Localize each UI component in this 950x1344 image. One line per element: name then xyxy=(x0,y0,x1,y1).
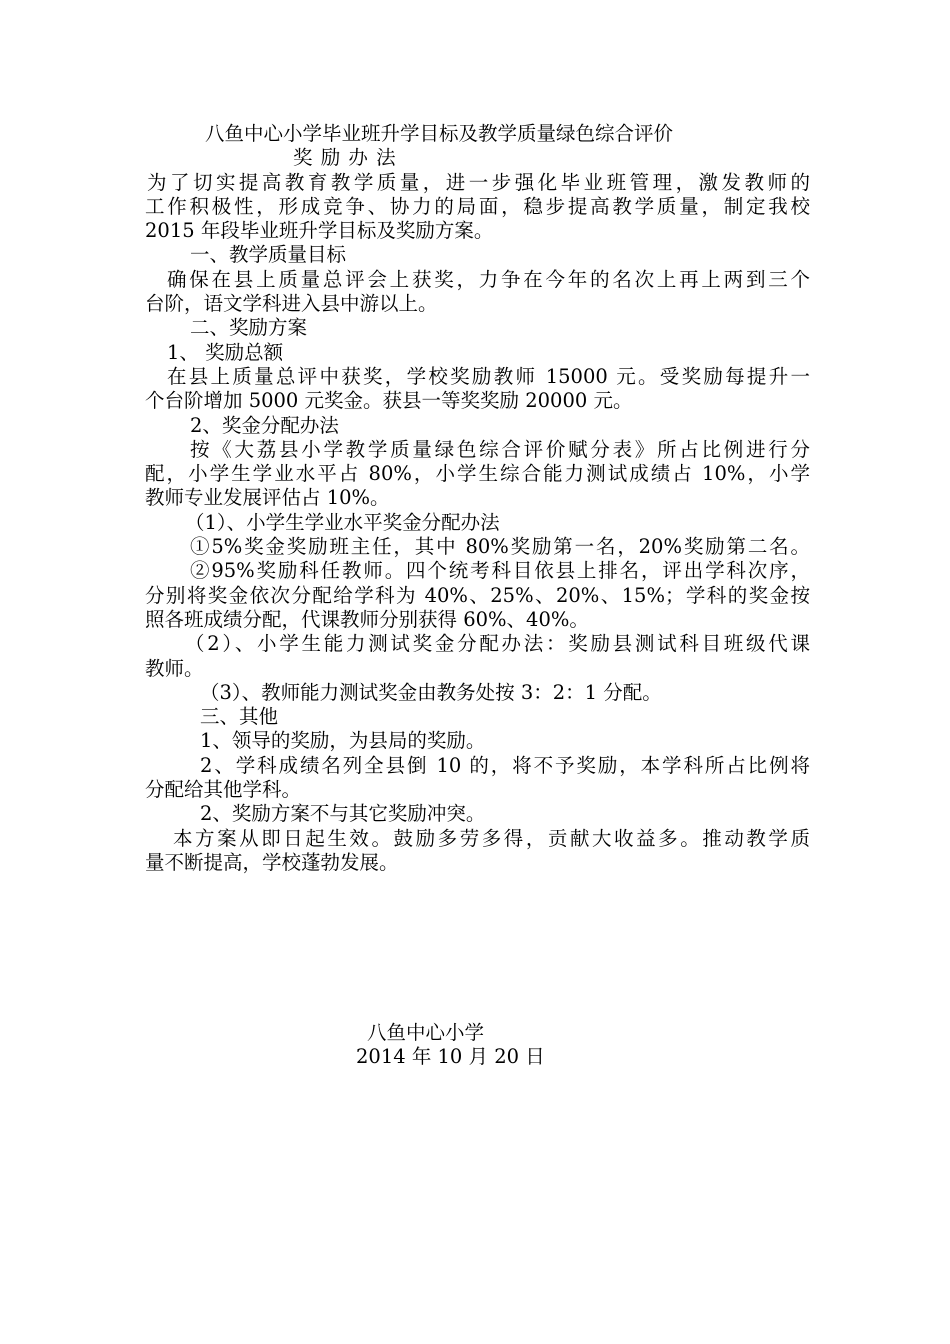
document-body xyxy=(145,122,810,875)
intro-line: 2015 年段毕业班升学目标及奖励方案。 xyxy=(145,219,494,243)
signature-block xyxy=(0,1021,950,1070)
intro-line: 工作积极性，形成竞争、协力的局面，稳步提高教学质量，制定我校 xyxy=(145,194,810,218)
closing-line: 本方案从即日起生效。鼓励多劳多得，贡献大收益多。推动教学质 xyxy=(173,826,810,850)
paragraph-line: 个台阶增加 5000 元奖金。获县一等奖奖励 20000 元。 xyxy=(145,389,633,413)
signature-organization: 八鱼中心小学 xyxy=(367,1021,485,1044)
paragraph-line: 台阶，语文学科进入县中游以上。 xyxy=(145,292,438,316)
paragraph-line: 1、领导的奖励，为县局的奖励。 xyxy=(200,729,486,753)
closing-line: 量不断提高，学校蓬勃发展。 xyxy=(145,850,399,874)
paragraph-line: （3）、教师能力测试奖金由教务处按 3：2：1 分配。 xyxy=(200,680,662,704)
paragraph-line: 照各班成绩分配，代课教师分别获得 60%、40%。 xyxy=(145,607,589,631)
paragraph-line: 分配给其他学科。 xyxy=(145,778,302,802)
item-heading: 2、奖金分配办法 xyxy=(190,413,339,437)
document-title: 八鱼中心小学毕业班升学目标及教学质量绿色综合评价 xyxy=(205,122,674,145)
document-subtitle: 奖 励 办 法 xyxy=(293,146,397,170)
paragraph-line: 教师。 xyxy=(145,656,204,680)
paragraph-line: 在县上质量总评中获奖，学校奖励教师 15000 元。受奖励每提升一 xyxy=(167,364,810,388)
signature-date: 2014 年 10 月 20 日 xyxy=(356,1045,545,1069)
section-heading: 二、奖励方案 xyxy=(190,316,308,340)
section-heading: 一、教学质量目标 xyxy=(190,243,347,267)
paragraph-line: 分别将奖金依次分配给学科为 40%、25%、20%、15%；学科的奖金按 xyxy=(145,583,810,607)
paragraph-line: （2）、小学生能力测试奖金分配办法：奖励县测试科目班级代课 xyxy=(185,632,810,656)
paragraph-line: 确保在县上质量总评会上获奖，力争在今年的名次上再上两到三个 xyxy=(167,267,810,291)
paragraph-line: 教师专业发展评估占 10%。 xyxy=(145,486,390,510)
paragraph-line: 按《大荔县小学教学质量绿色综合评价赋分表》所占比例进行分 xyxy=(190,437,810,461)
section-heading: 三、其他 xyxy=(200,705,279,729)
paragraph-line: ①5%奖金奖励班主任，其中 80%奖励第一名，20%奖励第二名。 xyxy=(190,535,810,559)
paragraph-line: 2、学科成绩名列全县倒 10 的，将不予奖励，本学科所占比例将 xyxy=(200,753,810,777)
paragraph-line: 2、奖励方案不与其它奖励冲突。 xyxy=(200,802,486,826)
subsection-heading: （1）、小学生学业水平奖金分配办法 xyxy=(185,510,500,534)
paragraph-line: ②95%奖励科任教师。四个统考科目依县上排名，评出学科次序， xyxy=(190,559,810,583)
intro-line: 为了切实提高教育教学质量，进一步强化毕业班管理，激发教师的 xyxy=(147,170,810,194)
item-heading: 1、 奖励总额 xyxy=(167,340,284,364)
paragraph-line: 配，小学生学业水平占 80%，小学生综合能力测试成绩占 10%，小学 xyxy=(145,462,810,486)
